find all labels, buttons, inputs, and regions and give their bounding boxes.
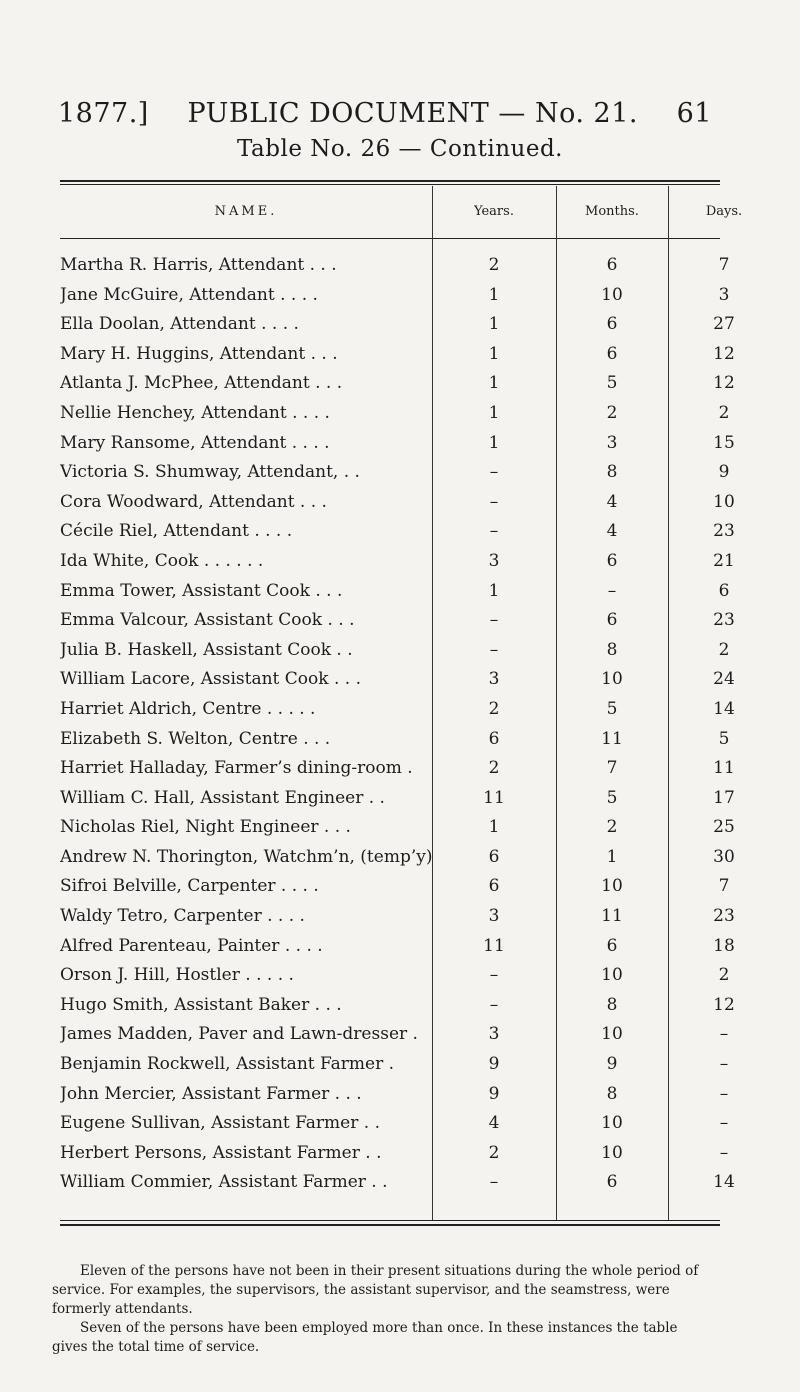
header-rule — [60, 238, 720, 239]
row-months: 6 — [606, 610, 618, 631]
row-months: 6 — [606, 343, 618, 364]
table-row — [60, 489, 735, 519]
table-row — [60, 785, 735, 815]
header-title: PUBLIC DOCUMENT — No. 21. — [187, 98, 638, 129]
row-days: 2 — [718, 402, 730, 423]
table-row — [60, 962, 730, 992]
row-months: 2 — [606, 817, 618, 838]
row-name: Harriet Halladay, Farmer’s dining-room . — [60, 758, 413, 779]
row-months: 5 — [606, 373, 618, 394]
row-months: 10 — [601, 1024, 623, 1045]
row-name: Ella Doolan, Attendant . . . . — [60, 314, 299, 335]
row-months: 6 — [606, 550, 618, 571]
row-name: Benjamin Rockwell, Assistant Farmer . — [60, 1054, 395, 1075]
row-days: 2 — [718, 639, 730, 660]
row-days: 7 — [718, 255, 730, 275]
row-years: 2 — [488, 698, 500, 719]
row-months: 5 — [606, 787, 618, 808]
row-months: 8 — [606, 994, 618, 1015]
table-row — [60, 1140, 729, 1170]
row-months: 4 — [606, 521, 618, 542]
row-days: 23 — [713, 610, 735, 631]
row-days: 15 — [713, 432, 735, 453]
row-months: 10 — [601, 669, 623, 690]
row-years: 1 — [488, 284, 500, 305]
table-row — [60, 548, 735, 578]
row-months: 6 — [606, 314, 618, 335]
row-days: 11 — [713, 758, 735, 779]
row-name: Emma Tower, Assistant Cook . . . — [60, 580, 343, 601]
row-years: 1 — [488, 580, 500, 601]
row-months: 11 — [601, 906, 623, 927]
row-days: 12 — [713, 994, 735, 1015]
row-years: 4 — [488, 1113, 500, 1134]
row-name: William Lacore, Assistant Cook . . . — [60, 669, 361, 690]
row-years: – — [489, 965, 499, 986]
row-days: 6 — [718, 580, 730, 601]
table-row — [60, 282, 730, 312]
table-row — [60, 637, 730, 667]
row-years: 3 — [488, 669, 500, 690]
row-years: 1 — [488, 314, 500, 335]
table-row — [60, 400, 730, 430]
row-years: 9 — [488, 1054, 500, 1075]
row-months: 5 — [606, 698, 618, 719]
row-days: 14 — [713, 698, 735, 719]
row-years: – — [489, 521, 499, 542]
row-months: 2 — [606, 402, 618, 423]
table-row — [60, 903, 735, 933]
row-years: 3 — [488, 550, 500, 571]
row-name: John Mercier, Assistant Farmer . . . — [60, 1083, 362, 1104]
row-years: 1 — [488, 402, 500, 423]
row-name: William Commier, Assistant Farmer . . — [60, 1172, 388, 1193]
column-header-name: NAME. — [214, 204, 278, 219]
row-years: – — [489, 639, 499, 660]
row-days: 21 — [713, 550, 735, 571]
table-row — [60, 755, 735, 785]
row-days: 5 — [718, 728, 730, 749]
row-years: 6 — [488, 846, 500, 867]
row-days: 14 — [713, 1172, 735, 1193]
row-months: 8 — [606, 639, 618, 660]
row-years: 1 — [488, 343, 500, 364]
table-row — [60, 666, 735, 696]
row-days: – — [719, 1054, 729, 1075]
row-months: 7 — [606, 758, 618, 779]
row-name: Hugo Smith, Assistant Baker . . . — [60, 994, 342, 1015]
row-years: – — [489, 994, 499, 1015]
row-years: – — [489, 1172, 499, 1193]
page-header — [58, 98, 712, 129]
table-row — [60, 518, 735, 548]
row-name: Julia B. Haskell, Assistant Cook . . — [60, 639, 353, 660]
row-months: 10 — [601, 284, 623, 305]
row-name: Herbert Persons, Assistant Farmer . . — [60, 1142, 382, 1163]
row-name: Waldy Tetro, Carpenter . . . . — [60, 906, 305, 927]
table-body — [60, 252, 735, 1199]
row-years: 2 — [488, 758, 500, 779]
table-row — [60, 726, 730, 756]
row-years: – — [489, 462, 499, 483]
row-name: Mary Ransome, Attendant . . . . — [60, 432, 330, 453]
table-row — [60, 814, 735, 844]
table-row — [60, 1021, 729, 1051]
row-months: 8 — [606, 462, 618, 483]
row-months: 10 — [601, 965, 623, 986]
row-years: 1 — [488, 817, 500, 838]
row-months: 6 — [606, 255, 618, 275]
table-row — [60, 430, 735, 460]
row-months: 8 — [606, 1083, 618, 1104]
row-months: 3 — [606, 432, 618, 453]
row-name: Atlanta J. McPhee, Attendant . . . — [60, 373, 343, 394]
row-name: Martha R. Harris, Attendant . . . — [60, 255, 337, 275]
table-row — [60, 578, 730, 608]
row-years: – — [489, 491, 499, 512]
row-days: 18 — [713, 935, 735, 956]
table-row — [60, 1169, 735, 1199]
footnotes — [52, 1262, 716, 1357]
row-years: 3 — [488, 1024, 500, 1045]
row-years: 1 — [488, 373, 500, 394]
table-row — [60, 1081, 729, 1111]
table-bottom-rule — [60, 1224, 720, 1226]
row-months: 6 — [606, 935, 618, 956]
row-days: 25 — [713, 817, 735, 838]
table-bottom-rule-thin — [60, 1220, 720, 1221]
row-days: 10 — [713, 491, 735, 512]
row-years: 2 — [488, 255, 500, 275]
row-months: 6 — [606, 1172, 618, 1193]
row-years: 11 — [483, 787, 505, 808]
row-name: Emma Valcour, Assistant Cook . . . — [60, 610, 355, 631]
row-years: 11 — [483, 935, 505, 956]
table-top-rule — [60, 180, 720, 182]
row-days: 24 — [713, 669, 735, 690]
row-months: – — [607, 580, 617, 601]
row-name: James Madden, Paver and Lawn-dresser . — [60, 1024, 418, 1045]
table-row — [60, 252, 730, 282]
row-days: 17 — [713, 787, 735, 808]
row-name: Cécile Riel, Attendant . . . . — [60, 521, 293, 542]
header-year: 1877.] — [58, 98, 149, 129]
table-row — [60, 933, 735, 963]
row-name: Orson J. Hill, Hostler . . . . . — [60, 965, 294, 986]
table-row — [60, 844, 735, 874]
row-days: – — [719, 1024, 729, 1045]
row-months: 10 — [601, 876, 623, 897]
row-days: 9 — [718, 462, 730, 483]
row-name: Nellie Henchey, Attendant . . . . — [60, 402, 330, 423]
table-row — [60, 607, 735, 637]
table-title: Table No. 26 — Continued. — [237, 136, 563, 162]
row-name: Eugene Sullivan, Assistant Farmer . . — [60, 1113, 380, 1134]
table-row — [60, 311, 735, 341]
row-months: 10 — [601, 1113, 623, 1134]
row-days: 7 — [718, 876, 730, 897]
row-years: 3 — [488, 906, 500, 927]
row-years: 6 — [488, 876, 500, 897]
row-name: William C. Hall, Assistant Engineer . . — [60, 787, 385, 808]
row-years: 2 — [488, 1142, 500, 1163]
row-name: Alfred Parenteau, Painter . . . . — [60, 935, 323, 956]
row-months: 4 — [606, 491, 618, 512]
row-days: – — [719, 1142, 729, 1163]
row-name: Elizabeth S. Welton, Centre . . . — [60, 728, 331, 749]
row-days: 30 — [713, 846, 735, 867]
row-name: Cora Woodward, Attendant . . . — [60, 491, 327, 512]
row-years: – — [489, 610, 499, 631]
table-row — [60, 459, 730, 489]
column-header-months: Months. — [585, 204, 639, 219]
row-days: – — [719, 1113, 729, 1134]
row-years: 6 — [488, 728, 500, 749]
page-number: 61 — [676, 98, 712, 129]
row-days: 23 — [713, 906, 735, 927]
table-row — [60, 696, 735, 726]
footnote-1: Eleven of the persons have not been in their present situations during the whole period of service. For examples, the supervisors, the assistant supervisor, and the seamstress, were formerly attendants. — [52, 1263, 699, 1317]
row-months: 10 — [601, 1142, 623, 1163]
row-name: Harriet Aldrich, Centre . . . . . — [60, 698, 316, 719]
row-months: 11 — [601, 728, 623, 749]
row-name: Victoria S. Shumway, Attendant, . . — [60, 462, 360, 483]
table-top-rule-thin — [60, 184, 720, 185]
table-row — [60, 992, 735, 1022]
row-days: – — [719, 1083, 729, 1104]
row-years: 9 — [488, 1083, 500, 1104]
table-row — [60, 873, 730, 903]
table-row — [60, 370, 735, 400]
row-days: 12 — [713, 343, 735, 364]
row-name: Jane McGuire, Attendant . . . . — [60, 284, 318, 305]
column-headers — [60, 186, 743, 238]
row-name: Sifroi Belville, Carpenter . . . . — [60, 876, 319, 897]
row-days: 2 — [718, 965, 730, 986]
table-row — [60, 1051, 729, 1081]
row-name: Ida White, Cook . . . . . . — [60, 550, 264, 571]
table-row — [60, 1110, 729, 1140]
footnote-2: Seven of the persons have been employed more than once. In these instances the table gives the total time of service. — [52, 1320, 678, 1355]
row-days: 12 — [713, 373, 735, 394]
row-days: 3 — [718, 284, 730, 305]
row-months: 1 — [606, 846, 618, 867]
row-months: 9 — [606, 1054, 618, 1075]
column-header-days: Days. — [705, 204, 743, 219]
row-days: 23 — [713, 521, 735, 542]
row-name: Nicholas Riel, Night Engineer . . . — [60, 817, 351, 838]
row-days: 27 — [713, 314, 735, 335]
row-name: Mary H. Huggins, Attendant . . . — [60, 343, 338, 364]
column-header-years: Years. — [474, 204, 514, 219]
row-name: Andrew N. Thorington, Watchm’n, (temp’y) — [60, 846, 432, 867]
table-row — [60, 341, 735, 371]
row-years: 1 — [488, 432, 500, 453]
